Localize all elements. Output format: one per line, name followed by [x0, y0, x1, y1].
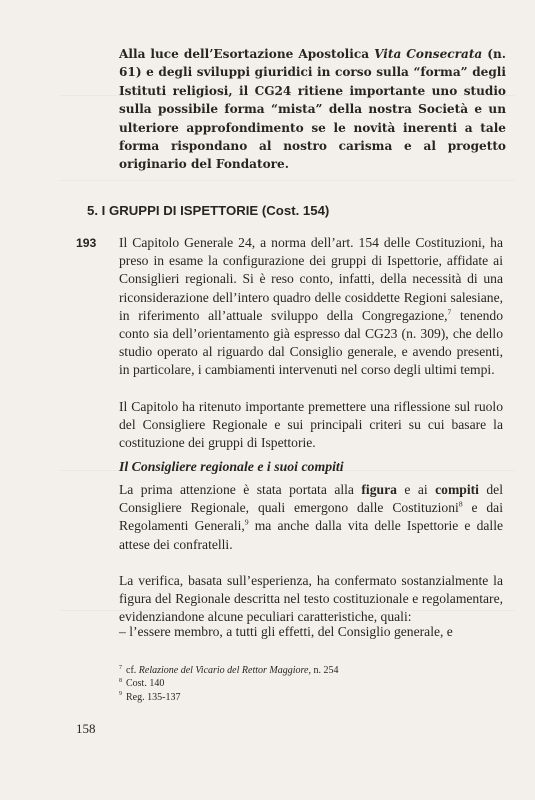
footnote-text: Reg. 135-137 [126, 691, 181, 703]
intro-text-end: (n. 61) e degli sviluppi giuridici in corso sulla “forma” degli Istituti religiosi, il CG24 ritiene importante uno studio sulla possibile forma “mista” della nostra Società e un ulteriore approfondimento se le novità inerenti a tale forma rispondano al nostro carisma e al progetto originario del Fondatore. [119, 47, 507, 172]
paragraph-text: tenendo conto sia dell’orientamento già espresso dal CG23 (n. 309), che dello studio operato al riguardo dal Consiglio generale, e avendo presenti, in particolare, i cambiamenti intervenuti nel corso degli ultimi tempi. [119, 307, 504, 378]
footnote-text: Cost. 140 [126, 678, 165, 690]
subheading: Il Consigliere regionale e i suoi compiti [119, 459, 344, 474]
footnotes [119, 664, 499, 704]
paragraph-text: del Consigliere Regionale, quali emergono dalle Costituzioni [119, 482, 503, 516]
intro-italic-title: Vita Consecrata [374, 47, 483, 61]
footnote-ref: 8 [458, 499, 463, 509]
paragraph-text: ma anche dalla vita delle Ispettorie e dalle attese dei confratelli. [119, 518, 504, 552]
body-paragraph-5 [119, 623, 503, 641]
footnote-mark: 8 [119, 678, 122, 685]
section-heading: 5. I GRUPPI DI ISPETTORIE (Cost. 154) [87, 203, 330, 218]
footnote [119, 664, 499, 677]
footnote-ref: 7 [447, 307, 452, 317]
footnote-ref: 9 [244, 517, 249, 527]
footnote-italic-title: Relazione del Vicario del Rettor Maggiore [138, 665, 309, 676]
body-paragraph-1 [119, 234, 503, 380]
intro-text-start: Alla luce dell’Esortazione Apostolica [119, 47, 375, 61]
bold-term: figura [361, 482, 397, 497]
paragraph-text: e dai Regolamenti Generali, [119, 500, 503, 534]
footnote [119, 691, 499, 704]
bold-term: compiti [435, 482, 479, 497]
intro-bold-paragraph [119, 45, 506, 174]
paragraph-text: La prima attenzione è stata portata alla [119, 482, 362, 497]
footnote-mark: 7 [119, 664, 122, 671]
paragraph-text: Il Capitolo ha ritenuto importante premettere una riflessione sul ruolo del Consigliere Regionale e sui principali criteri su cui basare la costituzione dei gruppi di Ispettorie. [119, 399, 503, 451]
bleed-through-line [60, 180, 515, 181]
paragraph-text: e ai [396, 482, 436, 497]
paragraph-text: La verifica, basata sull’esperienza, ha confermato sostanzialmente la figura del Regionale descritta nel testo costituzionale e regolamentare, evidenziandone alcune peculiari caratteristiche, quali: [119, 573, 503, 625]
paragraph-text: Il Capitolo Generale 24, a norma dell’art. 154 delle Costituzioni, ha preso in esame la configurazione dei gruppi di Ispettorie, affidate ai Consiglieri regionali. Si è reso conto, infatti, della necessità di una riconsiderazione dell’intero quadro delle cosiddette Regioni salesiane, in riferimento all’attuale sviluppo della Congregazione, [119, 235, 503, 323]
footnote-mark: 9 [119, 691, 122, 698]
body-paragraph-2 [119, 398, 503, 453]
paragraph-text: – l’essere membro, a tutti gli effetti, del Consiglio generale, e [119, 624, 453, 639]
footnote [119, 677, 499, 690]
body-paragraph-4 [119, 572, 503, 627]
page-number: 158 [76, 721, 96, 736]
paragraph-number: 193 [76, 236, 97, 250]
body-paragraph-3 [119, 481, 503, 554]
footnote-text: cf. [126, 665, 139, 676]
footnote-text: , n. 254 [308, 665, 339, 676]
